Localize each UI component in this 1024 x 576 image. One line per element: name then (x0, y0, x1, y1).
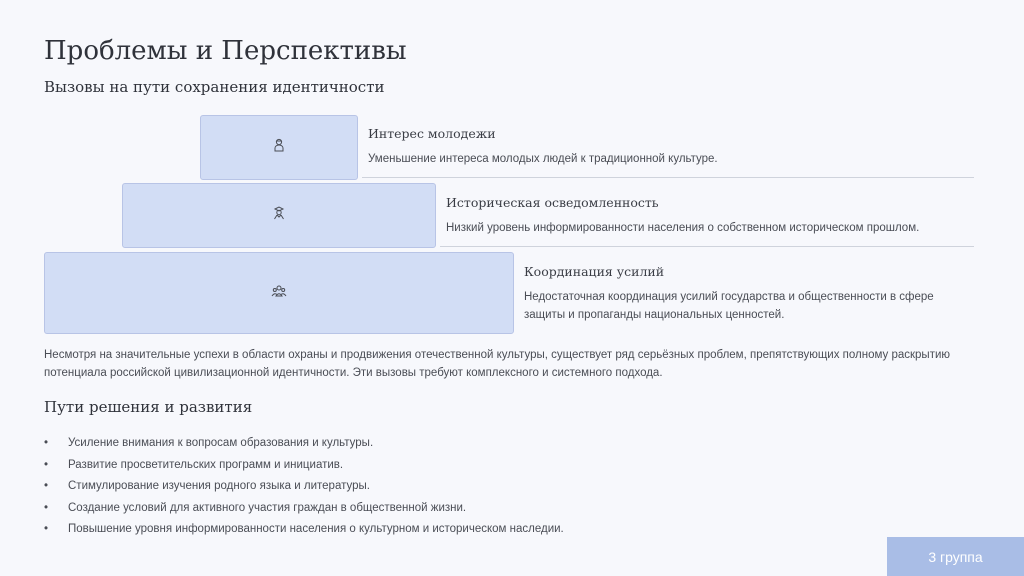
page-title: Проблемы и Перспективы (44, 36, 407, 66)
challenge-desc-line: защиты и пропаганды национальных ценностей. (524, 309, 785, 321)
challenge-box-history (122, 183, 436, 248)
challenge-desc-youth: Уменьшение интереса молодых людей к традиционной культуре. (368, 153, 718, 165)
challenge-desc-history: Низкий уровень информированности населения о собственном историческом прошлом. (446, 222, 920, 234)
divider (362, 177, 974, 178)
list-item: • Стимулирование изучения родного языка и литературы. (44, 476, 564, 498)
divider (440, 246, 974, 247)
page-subtitle: Вызовы на пути сохранения идентичности (44, 78, 385, 96)
solutions-list (44, 433, 564, 541)
solutions-title: Пути решения и развития (44, 398, 253, 416)
list-item: • Усиление внимания к вопросам образования и культуры. (44, 433, 564, 455)
challenge-title-coordination: Координация усилий (524, 264, 665, 279)
group-badge: 3 группа (887, 537, 1024, 576)
challenge-box-coordination (44, 252, 514, 334)
challenge-title-youth: Интерес молодежи (368, 126, 496, 141)
person-icon (271, 137, 287, 158)
list-item: • Создание условий для активного участия граждан в общественной жизни. (44, 498, 564, 520)
scholar-icon (271, 205, 287, 226)
list-item: • Развитие просветительских программ и инициатив. (44, 455, 564, 477)
challenge-title-history: Историческая осведомленность (446, 195, 659, 210)
people-group-icon (271, 283, 287, 304)
summary-paragraph: Несмотря на значительные успехи в области охраны и продвижения отечественной культуры, существует ряд серьёзных проблем, препятствующих полному раскрытию потенциала российской цивилизационной идентичности. Эти вызовы требуют комплексного и системного подхода. (44, 349, 951, 379)
challenge-desc-line: Недостаточная координация усилий государства и общественности в сфере (524, 291, 934, 303)
challenge-box-youth (200, 115, 358, 180)
list-item: • Повышение уровня информированности населения о культурном и историческом наследии. (44, 519, 564, 541)
challenge-desc-coordination (524, 288, 934, 324)
